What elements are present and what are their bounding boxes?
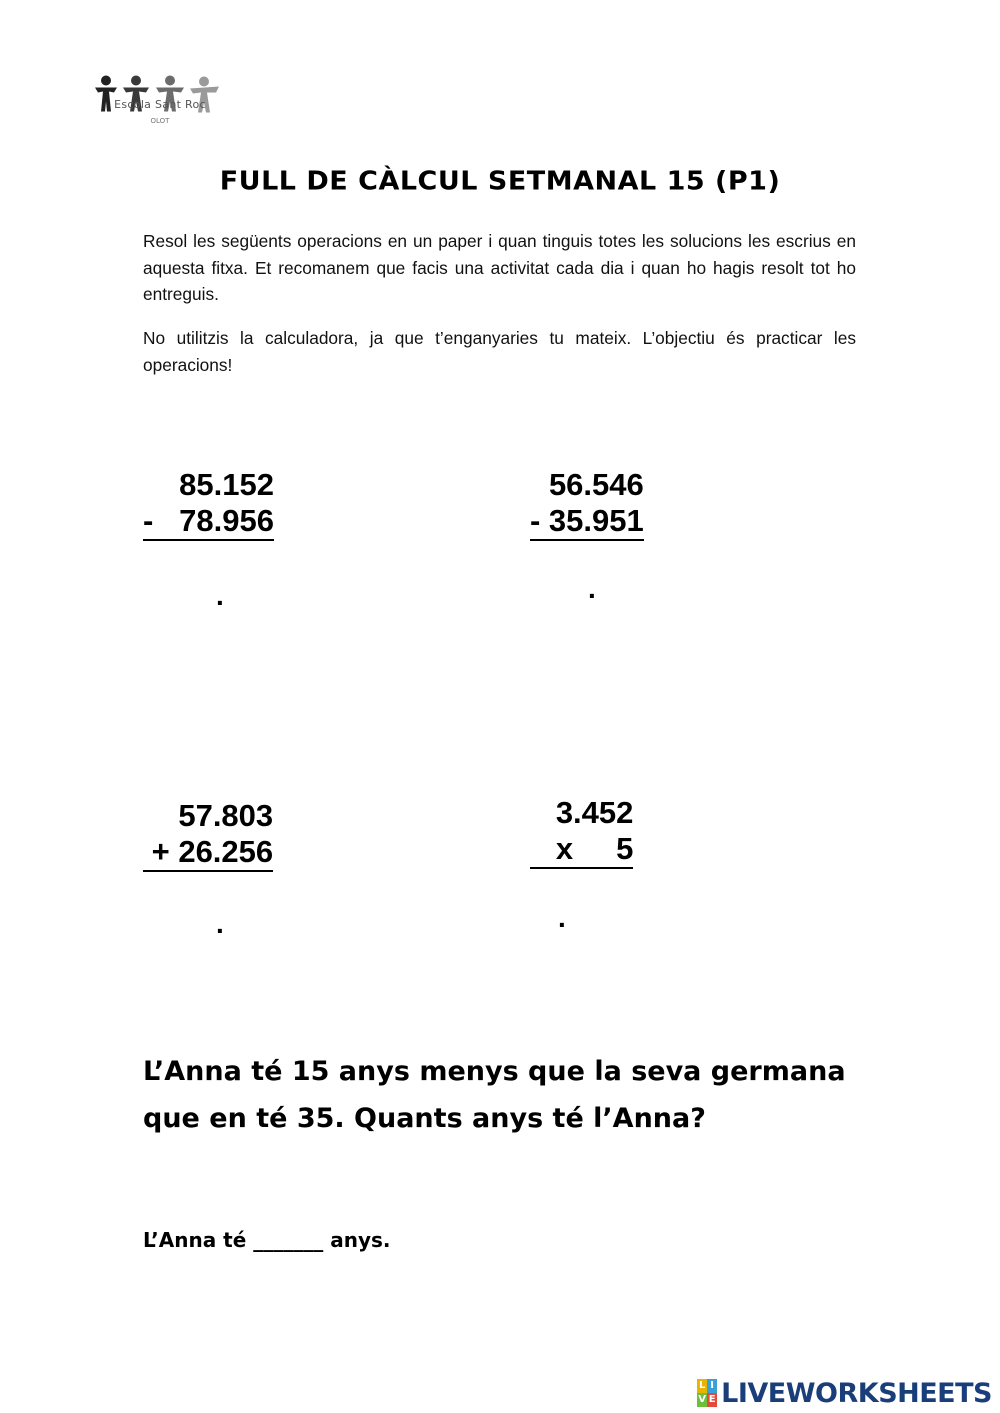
page-title: FULL DE CÀLCUL SETMANAL 15 (P1) (219, 166, 781, 197)
exercise-multiplication (530, 795, 633, 869)
exercise-subtraction-2 (530, 467, 644, 541)
logo-school-name: Escola Sant Roc (114, 98, 206, 111)
liveworksheets-icon (697, 1379, 717, 1407)
operand-top: 56.546 (531, 467, 644, 502)
operand-bottom: - 78.956 (143, 503, 274, 541)
answer-field[interactable]: . (216, 580, 224, 611)
warning-paragraph: No utilitzis la calculadora, ja que t’enganyaries tu mateix. L’objectiu és practicar les operacions! (143, 328, 856, 375)
answer-field[interactable]: . (588, 573, 596, 604)
operand-bottom: + 26.256 (143, 834, 273, 872)
liveworksheets-brand (697, 1375, 992, 1411)
exercise-subtraction-1 (143, 467, 274, 541)
icon-tile: E (708, 1394, 716, 1405)
operand-bottom: x 5 (530, 831, 633, 869)
logo-city: OLOT (150, 117, 170, 125)
icon-tile: V (698, 1394, 707, 1405)
instructions-paragraph: Resol les següents operacions en un paper i quan tinguis totes les solucions les escrius en aquesta fitxa. Et recomanem que facis una activitat cada dia i quan ho hagis resolt tot ho entreguis. (143, 231, 856, 304)
operand-top: 3.452 (555, 795, 634, 830)
icon-tile: L (698, 1380, 706, 1391)
liveworksheets-wordmark[interactable]: LIVEWORKSHEETS (721, 1377, 992, 1409)
operand-top: 57.803 (161, 798, 274, 833)
operand-bottom: - 35.951 (530, 503, 644, 541)
word-problem-answer[interactable]: L’Anna té _______ anys. (143, 1228, 391, 1252)
icon-tile: I (707, 1379, 717, 1393)
answer-field[interactable]: . (216, 908, 224, 939)
answer-field[interactable]: . (558, 902, 566, 933)
word-problem: L’Anna té 15 anys menys que la seva germana que en té 35. Quants anys té l’Anna? (143, 1056, 846, 1134)
operand-top: 85.152 (161, 467, 274, 502)
exercise-addition (143, 798, 273, 872)
